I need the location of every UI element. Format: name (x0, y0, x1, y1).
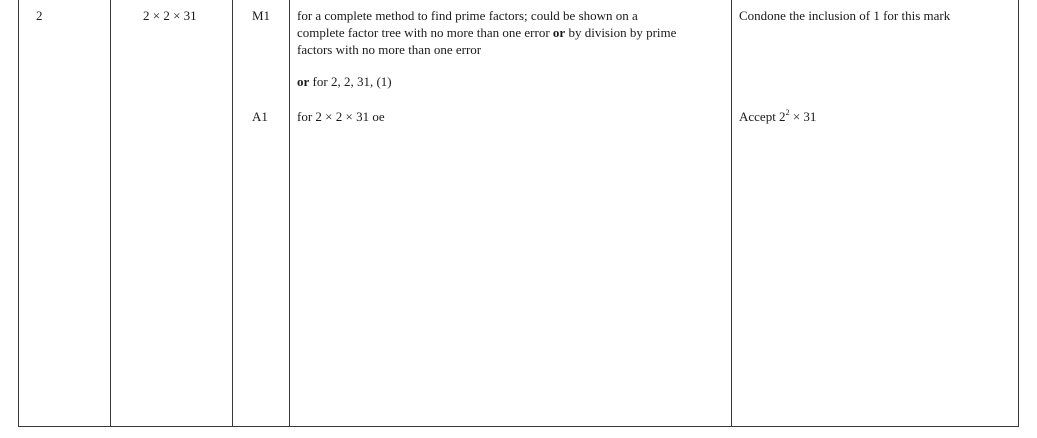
column-divider-notes (731, 0, 732, 427)
column-divider-answer (232, 0, 233, 427)
notes-text: by division by prime (565, 25, 677, 40)
question-number: 2 (36, 8, 43, 23)
alternative-or-keyword: or (297, 74, 310, 89)
guidance-superscript: 2 (785, 107, 790, 117)
mark-notes-m1-line1: for a complete method to find prime factors; could be shown on a (297, 8, 638, 23)
mark-notes-m1-alternative (297, 73, 392, 90)
answer: 2 × 2 × 31 (143, 8, 197, 23)
mark-notes-a1: for 2 × 2 × 31 oe (297, 109, 385, 124)
table-bottom-border (18, 426, 1019, 427)
mark-code-a1: A1 (252, 109, 268, 124)
column-divider-question (110, 0, 111, 427)
mark-notes-m1-line3: factors with no more than one error (297, 42, 482, 57)
guidance-text: × 31 (789, 109, 817, 124)
alternative-text: for 2, 2, 31, (1) (309, 74, 392, 89)
notes-or-keyword: or (552, 25, 566, 40)
table-left-border (18, 0, 19, 427)
guidance-a1 (739, 108, 816, 125)
column-divider-mark (289, 0, 290, 427)
mark-code-m1: M1 (252, 8, 271, 23)
notes-text: complete factor tree with no more than one error (297, 25, 553, 40)
table-right-border (1018, 0, 1019, 427)
guidance-text: Accept 2 (739, 109, 786, 124)
mark-notes-m1-line2 (297, 24, 676, 41)
guidance-m1: Condone the inclusion of 1 for this mark (739, 8, 951, 23)
